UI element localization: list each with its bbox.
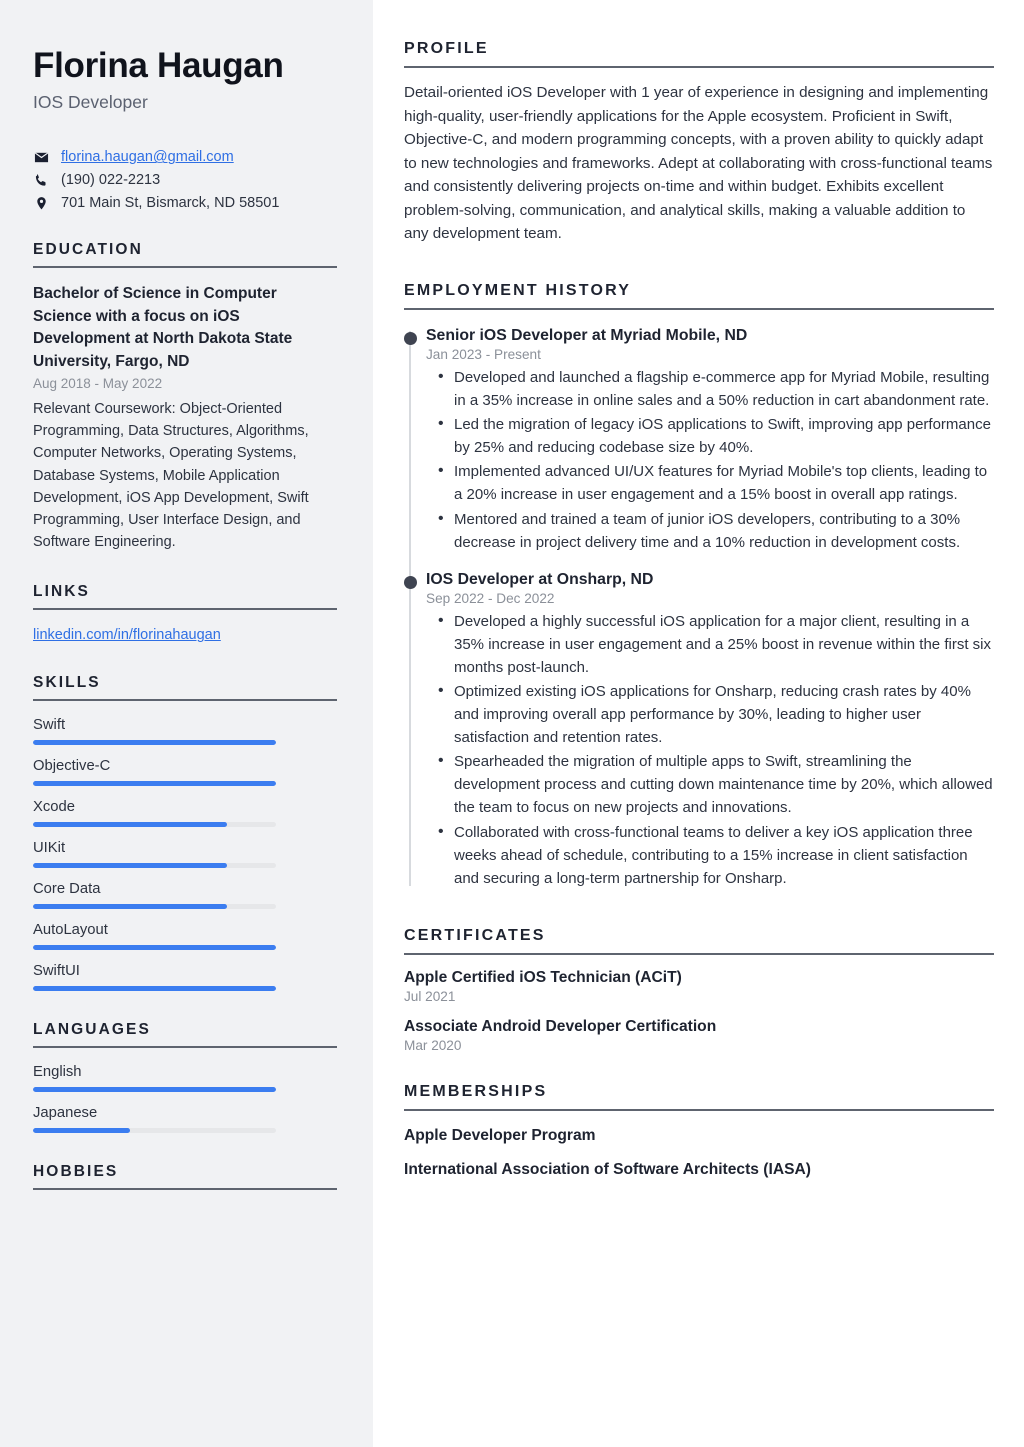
email-link[interactable]: florina.haugan@gmail.com	[61, 149, 234, 166]
timeline-dot-icon	[404, 332, 417, 345]
contact-row-phone	[33, 172, 337, 188]
skill-item	[33, 758, 337, 786]
map-pin-icon	[33, 196, 49, 211]
certificates-list	[404, 969, 994, 1053]
section-hobbies	[33, 1163, 337, 1190]
job-bullet: • Mentored and trained a team of junior iOS developers, contributing to a 30% decrease in project delivery time and a 10% reduction in development costs.	[454, 508, 994, 554]
linkedin-link[interactable]: linkedin.com/in/florinahaugan	[33, 627, 221, 644]
section-education	[33, 241, 337, 553]
certificate-date: Mar 2020	[404, 1037, 462, 1053]
skill-bar-track	[33, 740, 276, 745]
skill-bar-fill	[33, 945, 276, 950]
memberships-heading: MEMBERSHIPS	[404, 1082, 548, 1100]
links-rule	[33, 608, 337, 610]
language-label: Japanese	[33, 1105, 98, 1122]
section-memberships	[404, 1083, 994, 1179]
contact-row-email[interactable]	[33, 149, 337, 165]
section-links	[33, 583, 337, 644]
skills-rule	[33, 699, 337, 701]
section-languages	[33, 1021, 337, 1133]
employment-entry	[426, 327, 994, 554]
education-rule	[33, 266, 337, 268]
skill-bar-track	[33, 904, 276, 909]
skill-bar-track	[33, 945, 276, 950]
certificate-name: Apple Certified iOS Technician (ACiT)	[404, 968, 682, 986]
phone-value: (190) 022-2213	[61, 172, 161, 189]
job-bullet: • Collaborated with cross-functional teams to deliver a key iOS application three weeks ahead of schedule, contributing to a 15% increase in client satisfaction and securing a long-term partnership for Onsharp.	[454, 821, 994, 890]
employment-entry	[426, 571, 994, 890]
certificates-rule	[404, 953, 994, 955]
certificate-date: Jul 2021	[404, 988, 456, 1004]
contact-block	[33, 149, 337, 211]
language-item	[33, 1105, 337, 1133]
skills-heading: SKILLS	[33, 674, 101, 692]
skill-bar-track	[33, 986, 276, 991]
contact-row-address	[33, 195, 337, 211]
spacer	[404, 891, 994, 927]
education-degree: Bachelor of Science in Computer Science with a focus on iOS Development at North Dakota State University, Fargo, ND	[33, 285, 293, 370]
sidebar	[0, 0, 373, 1447]
skill-bar-fill	[33, 781, 276, 786]
job-bullet: • Implemented advanced UI/UX features for Myriad Mobile's top clients, leading to a 20% increase in user engagement and a 15% boost in overall app ratings.	[454, 460, 994, 506]
job-bullet: • Developed and launched a flagship e-commerce app for Myriad Mobile, resulting in a 35% increase in online sales and a 50% reduction in cart abandonment rate.	[454, 366, 994, 412]
membership-item: Apple Developer Program	[404, 1126, 596, 1144]
job-bullet: • Led the migration of legacy iOS applications to Swift, improving app performance by 25% and reducing codebase size by 40%.	[454, 413, 994, 459]
language-label: English	[33, 1064, 82, 1081]
address-value: 701 Main St, Bismarck, ND 58501	[61, 195, 280, 212]
skills-list	[33, 717, 337, 991]
employment-rule	[404, 308, 994, 310]
job-role: IOS Developer at Onsharp, ND	[426, 570, 654, 588]
languages-list	[33, 1064, 337, 1133]
certificate-item	[404, 1018, 994, 1053]
certificate-name: Associate Android Developer Certification	[404, 1017, 717, 1035]
skill-label: AutoLayout	[33, 922, 108, 939]
language-bar-track	[33, 1087, 276, 1092]
skill-label: Swift	[33, 717, 66, 734]
skill-label: Core Data	[33, 881, 101, 898]
job-bullet-list	[426, 610, 994, 890]
membership-item: International Association of Software Architects (IASA)	[404, 1160, 811, 1178]
skill-label: Xcode	[33, 799, 75, 816]
skill-label: SwiftUI	[33, 963, 80, 980]
skill-bar-fill	[33, 740, 276, 745]
memberships-rule	[404, 1109, 994, 1111]
certificates-heading: CERTIFICATES	[404, 926, 546, 944]
hobbies-rule	[33, 1188, 337, 1190]
candidate-job-title: IOS Developer	[33, 92, 148, 113]
spacer	[404, 246, 994, 282]
languages-rule	[33, 1046, 337, 1048]
skill-bar-track	[33, 863, 276, 868]
skill-item	[33, 881, 337, 909]
section-employment	[404, 282, 994, 890]
skill-item	[33, 717, 337, 745]
language-bar-fill	[33, 1087, 276, 1092]
spacer	[404, 1053, 994, 1083]
timeline-dot-icon	[404, 576, 417, 589]
profile-text: Detail-oriented iOS Developer with 1 year of experience in designing and implementing high-quality, user-friendly applications for the Apple ecosystem. Proficient in Swift, Objective-C, and modern programming concepts, with a proven ability to quickly adapt to new technologies and frameworks. Adept at collaborating with cross-functional teams and consistently delivering projects on-time and within budget. Exhibits excellent problem-solving, communication, and analytical skills, making a valuable addition to any development team.	[404, 84, 993, 243]
language-item	[33, 1064, 337, 1092]
job-bullet: • Spearheaded the migration of multiple apps to Swift, streamlining the development process and cutting down maintenance time by 20%, which allowed the team to focus on new projects and innovations.	[454, 750, 994, 819]
certificate-item	[404, 969, 994, 1004]
language-bar-track	[33, 1128, 276, 1133]
skill-item	[33, 799, 337, 827]
education-dates: Aug 2018 - May 2022	[33, 376, 163, 392]
skill-bar-fill	[33, 863, 227, 868]
education-heading: EDUCATION	[33, 241, 143, 259]
skill-bar-track	[33, 822, 276, 827]
section-skills	[33, 674, 337, 991]
section-profile	[404, 40, 994, 246]
phone-icon	[33, 173, 49, 188]
section-certificates	[404, 927, 994, 1053]
skill-bar-fill	[33, 822, 227, 827]
employment-heading: EMPLOYMENT HISTORY	[404, 281, 632, 299]
candidate-name: Florina Haugan	[33, 46, 284, 85]
job-bullet: • Developed a highly successful iOS application for a major client, resulting in a 35% increase in user engagement and a 25% boost in revenue within the first six months post-launch.	[454, 610, 994, 679]
main-column	[373, 0, 1024, 1447]
links-list	[33, 626, 337, 644]
job-dates: Sep 2022 - Dec 2022	[426, 590, 555, 606]
links-heading: LINKS	[33, 583, 90, 601]
job-dates: Jan 2023 - Present	[426, 346, 541, 362]
skill-bar-fill	[33, 986, 276, 991]
hobbies-heading: HOBBIES	[33, 1163, 119, 1181]
name-block	[33, 46, 337, 113]
memberships-list	[404, 1127, 994, 1179]
skill-label: Objective-C	[33, 758, 111, 775]
skill-item	[33, 840, 337, 868]
job-bullet-list	[426, 366, 994, 554]
language-bar-fill	[33, 1128, 130, 1133]
profile-rule	[404, 66, 994, 68]
skill-bar-track	[33, 781, 276, 786]
employment-timeline	[404, 327, 994, 890]
languages-heading: LANGUAGES	[33, 1021, 151, 1039]
skill-label: UIKit	[33, 840, 66, 857]
skill-bar-fill	[33, 904, 227, 909]
profile-heading: PROFILE	[404, 40, 489, 57]
envelope-icon	[33, 150, 49, 165]
skill-item	[33, 963, 337, 991]
education-description: Relevant Coursework: Object-Oriented Programming, Data Structures, Algorithms, Computer Networks, Operating Systems, Database Systems, Mobile Application Development, iOS App Development, Swift Programming, User Interface Design, and Software Engineering.	[33, 401, 309, 551]
job-role: Senior iOS Developer at Myriad Mobile, ND	[426, 326, 748, 344]
skill-item	[33, 922, 337, 950]
job-bullet: • Optimized existing iOS applications for Onsharp, reducing crash rates by 40% and improving overall app performance by 30%, leading to higher user satisfaction and retention rates.	[454, 680, 994, 749]
